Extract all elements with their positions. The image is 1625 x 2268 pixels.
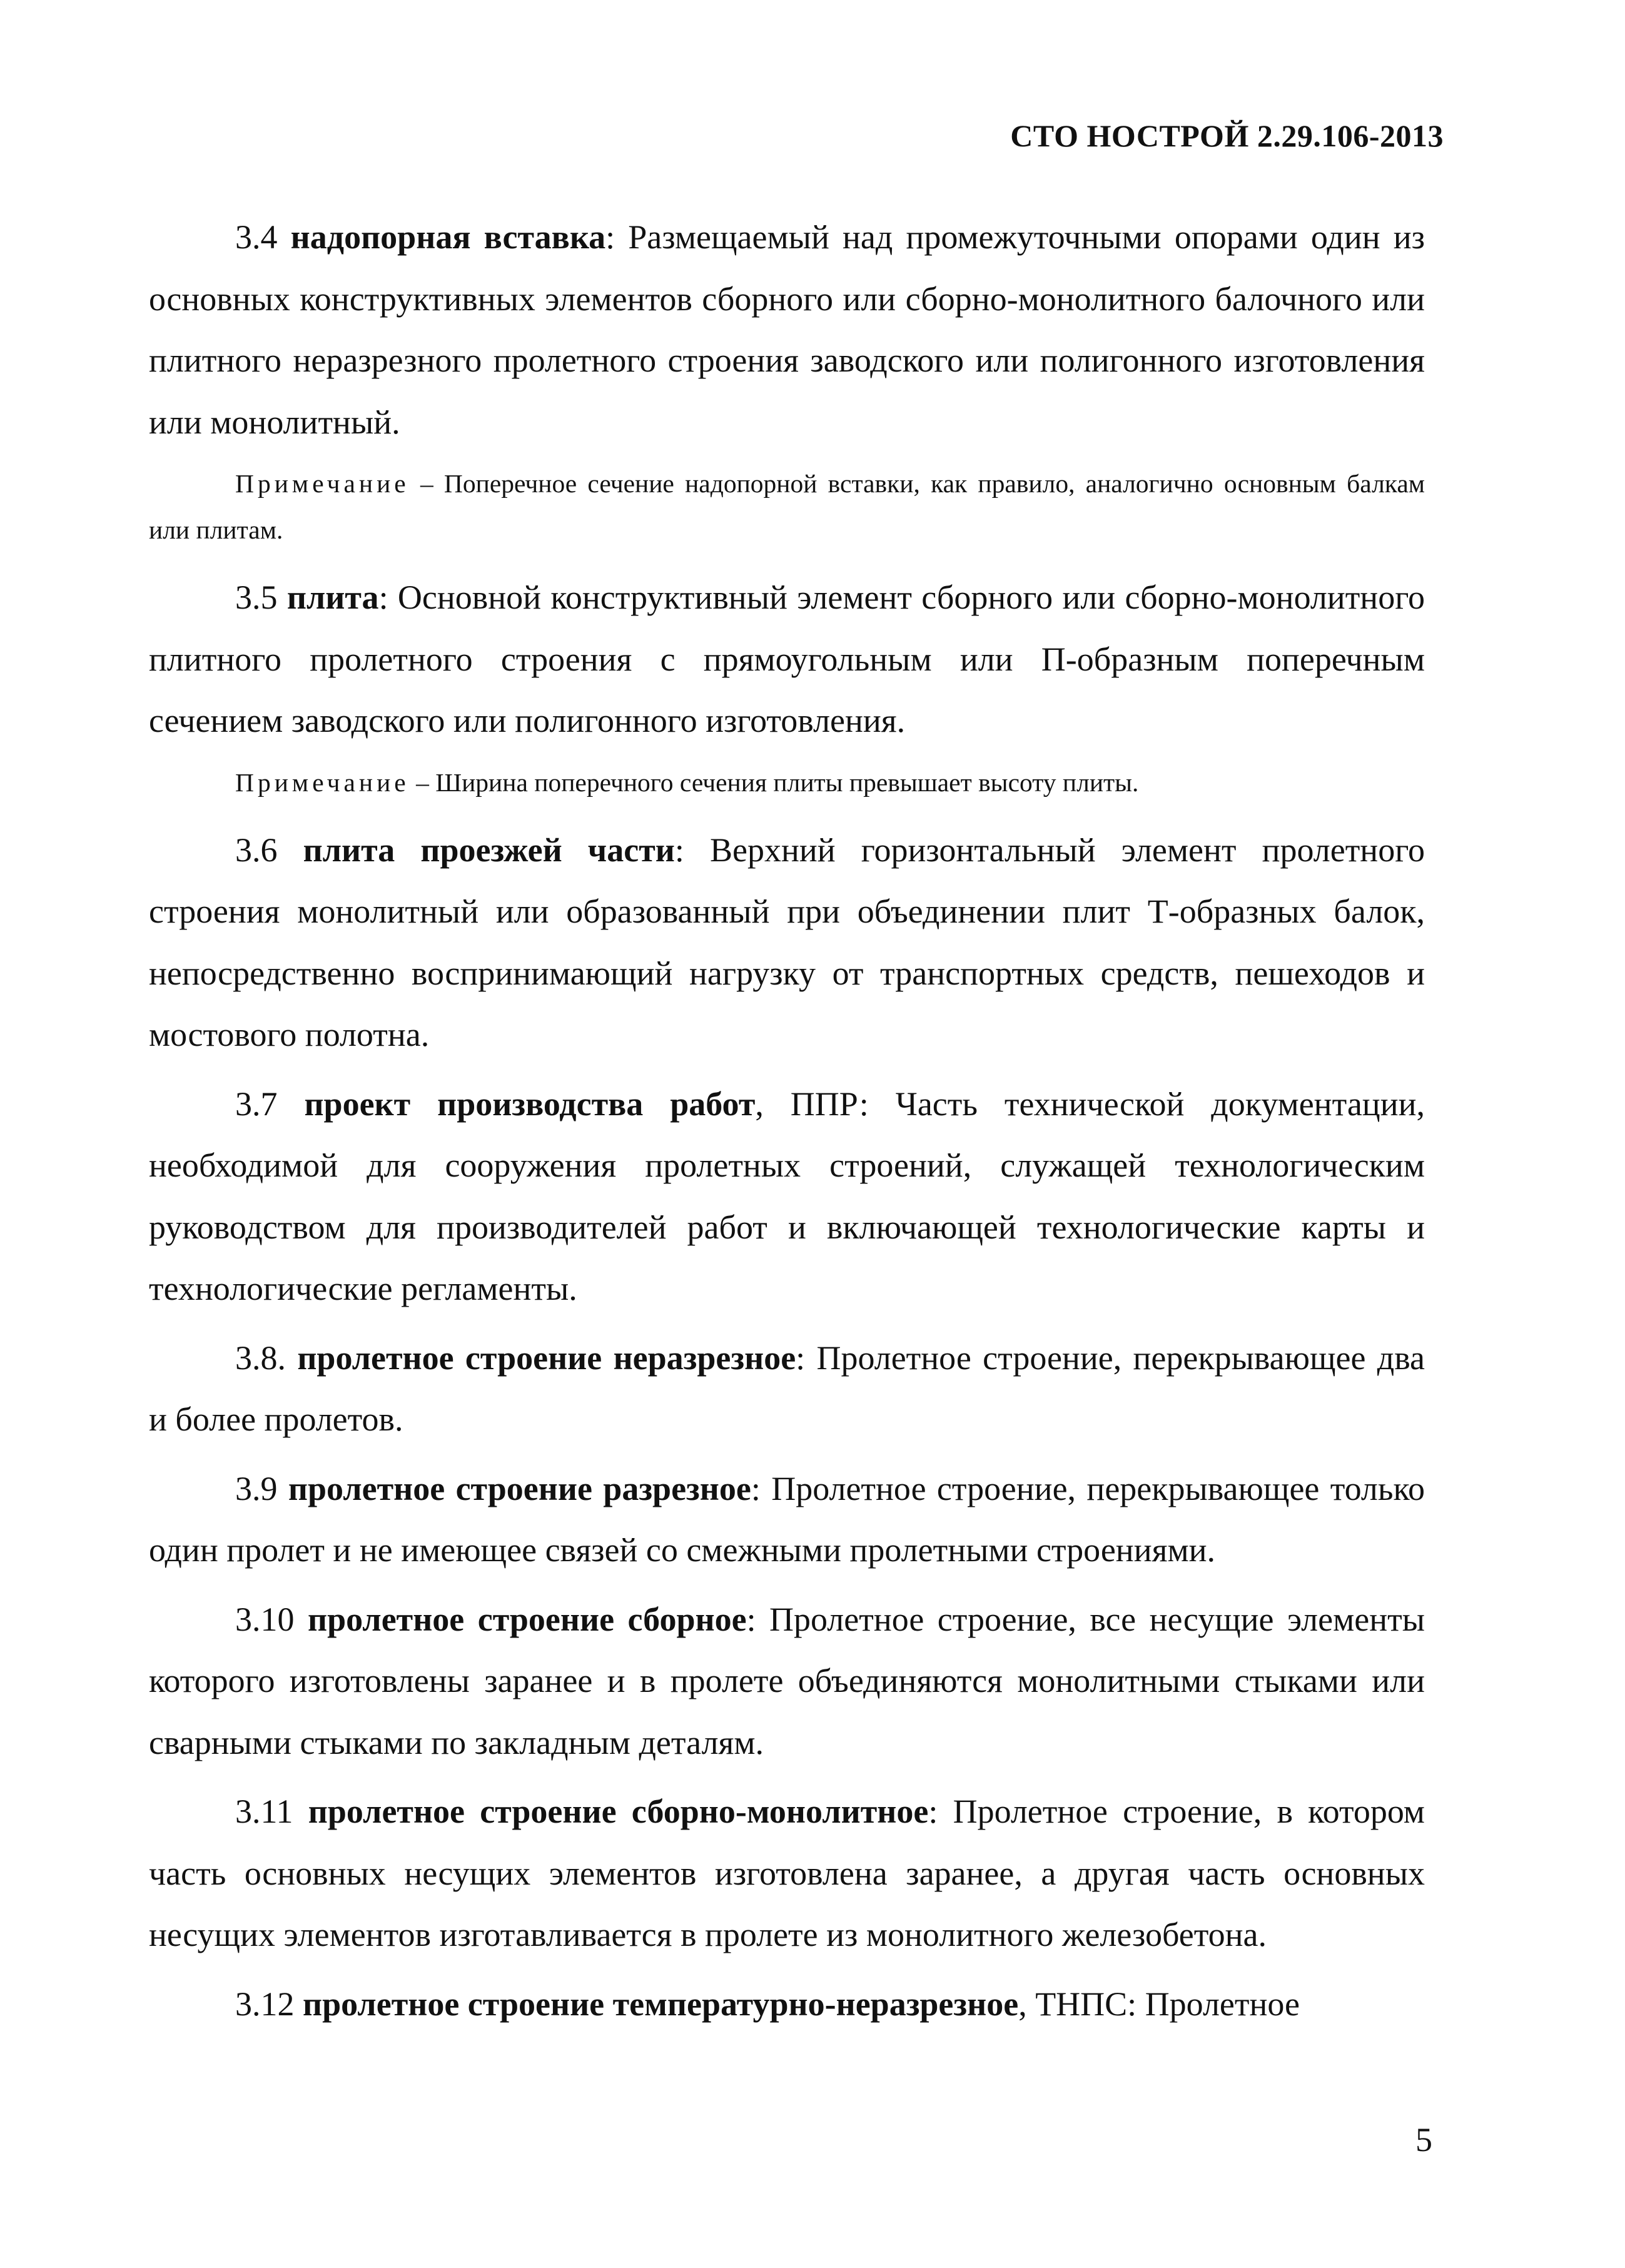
term-3-9 [149, 1458, 1425, 1581]
term-number: 3.8. [235, 1339, 298, 1377]
term-number: 3.6 [235, 831, 303, 869]
term-number: 3.5 [235, 579, 287, 616]
term-definition: : Пролетное строение, все несущие элементы которого изготовлены заранее и в пролете объединяются монолитными стыками или сварными стыками по закладным деталям. [149, 1600, 1425, 1761]
term-name: плита проезжей части [303, 831, 675, 869]
term-number: 3.9 [235, 1469, 288, 1507]
term-name: пролетное строение сборное [307, 1600, 747, 1638]
term-definition: : Пролетное строение, перекрывающее только один пролет и не имеющее связей со смежными пролетными строениями. [149, 1469, 1425, 1569]
note-3-5 [149, 759, 1425, 806]
term-name: пролетное строение разрезное [288, 1469, 751, 1507]
note-label: Примечание [235, 469, 410, 498]
document-code-header: СТО НОСТРОЙ 2.29.106-2013 [1010, 118, 1444, 153]
term-number: 3.11 [235, 1793, 308, 1830]
term-3-8 [149, 1327, 1425, 1450]
term-name: пролетное строение неразрезное [297, 1339, 796, 1377]
term-definition: : Верхний горизонтальный элемент пролетного строения монолитный или образованный при объединении плит Т-образных балок, непосредственно воспринимающий нагрузку от транспортных средств, пешеходов и мостового полотна. [149, 831, 1425, 1053]
term-name: пролетное строение сборно-монолитное [308, 1793, 929, 1830]
term-3-5 [149, 567, 1425, 752]
term-number: 3.4 [235, 218, 291, 256]
term-3-11 [149, 1781, 1425, 1966]
note-text: – Поперечное сечение надопорной вставки, как правило, аналогично основным балкам или плитам. [149, 469, 1425, 544]
term-3-6 [149, 819, 1425, 1066]
term-name: надопорная вставка [290, 218, 606, 256]
term-definition: : Размещаемый над промежуточными опорами один из основных конструктивных элементов сборного или сборно-монолитного балочного или плитного неразрезного пролетного строения заводского или полигонного изготовления или монолитный. [149, 218, 1425, 441]
term-3-7 [149, 1073, 1425, 1320]
page-number: 5 [1415, 2121, 1432, 2159]
term-3-4 [149, 206, 1425, 453]
term-number: 3.12 [235, 1985, 303, 2023]
term-name: пролетное строение температурно-неразрезное [303, 1985, 1019, 2023]
note-text: – Ширина поперечного сечения плиты превышает высоту плиты. [409, 767, 1139, 797]
term-number: 3.10 [235, 1600, 308, 1638]
term-3-10 [149, 1589, 1425, 1774]
term-definition: : Пролетное строение, в котором часть основных несущих элементов изготовлена заранее, а другая часть основных несущих элементов изготавливается в пролете из монолитного железобетона. [149, 1793, 1425, 1953]
term-name: проект производства работ [304, 1085, 756, 1123]
note-label: Примечание [235, 767, 410, 797]
term-name: плита [286, 579, 379, 616]
term-definition: , ППР: Часть технической документации, необходимой для сооружения пролетных строений, служащей технологическим руководством для производителей работ и включающей технологические карты и технологические регламенты. [149, 1085, 1425, 1307]
term-definition: , ТНПС: Пролетное [1018, 1985, 1300, 2023]
term-definition: : Основной конструктивный элемент сборного или сборно-монолитного плитного пролетного строения с прямоугольным или П-образным поперечным сечением заводского или полигонного изготовления. [149, 579, 1425, 739]
term-3-12 [149, 1973, 1425, 2035]
term-number: 3.7 [235, 1085, 305, 1123]
term-definition: : Пролетное строение, перекрывающее два и более пролетов. [149, 1339, 1425, 1438]
note-3-4 [149, 460, 1425, 553]
document-body [149, 206, 1425, 2042]
